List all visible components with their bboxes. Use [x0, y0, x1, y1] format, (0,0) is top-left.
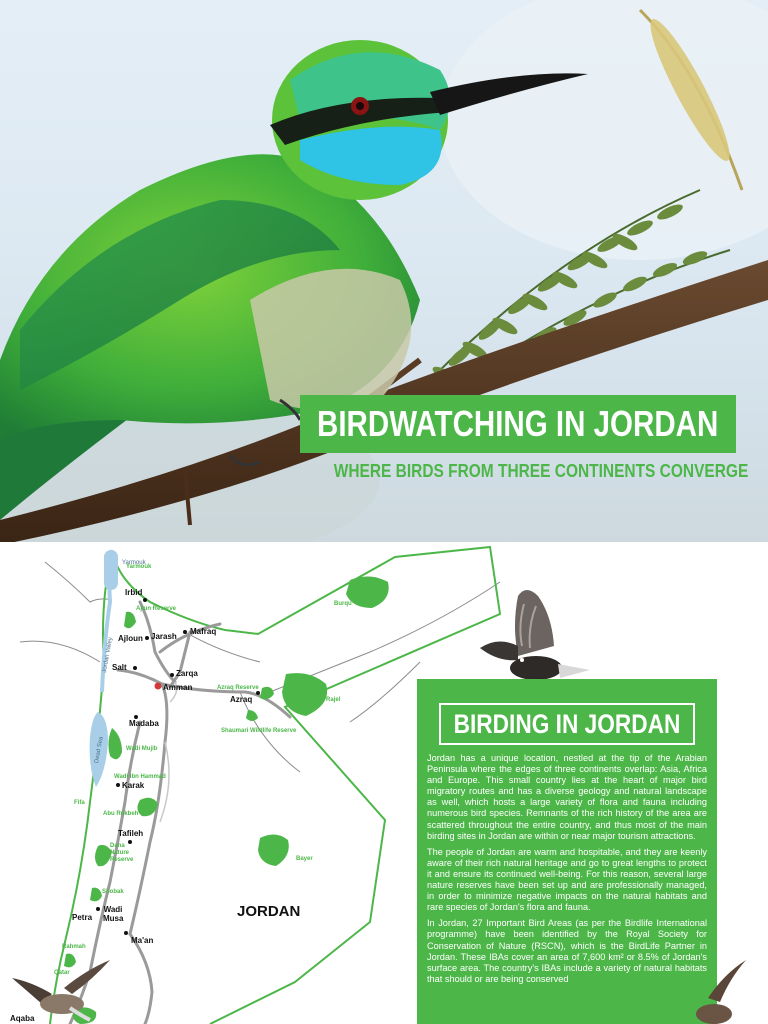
site-wadi-ibn-hammad: Wadi Ibn Hammad: [114, 774, 166, 780]
site-dana: Dana Nature Reserve: [110, 843, 134, 863]
subtitle: [300, 461, 749, 482]
site-rahmah: Rahmah: [62, 944, 86, 950]
city-madaba: Madaba: [129, 719, 159, 728]
birding-info-panel: [417, 679, 717, 1024]
city-irbid: Irbid: [125, 588, 143, 597]
country-label: JORDAN: [237, 903, 301, 920]
panel-body: [427, 753, 707, 990]
city-tafileh: Tafileh: [118, 829, 144, 838]
label-dead-sea: Dead Sea: [94, 736, 105, 764]
label-jordan-valley: Jordan Valley: [101, 636, 115, 674]
paragraph-1: Jordan has a unique location, nestled at the tip of the Arabian Peninsula where the edges of three continents overlap: Asia, Africa and Europe. This small country lies at the heart of major bird migratory routes and has a diverse geology and natural landscape as well, which hosts a large variety of flora and fauna including numerous bird species. Remnants of the rich history of the area are scattered throughout the entire country, and thus most of the main birding sites in Jordan are within or near major tourism attractions.: [427, 753, 707, 841]
site-shaumari: Shaumari Wildlife Reserve: [221, 728, 297, 734]
subtitle-text: WHERE BIRDS FROM THREE CONTINENTS CONVERGE: [333, 461, 749, 481]
site-rajel: Rajel: [326, 697, 341, 703]
city-aqaba: Aqaba: [10, 1014, 35, 1023]
bird-illustration-bottom-right: [690, 958, 750, 1024]
label-yarmouk: Yarmouk: [122, 560, 146, 566]
city-jarash: Jarash: [151, 632, 177, 641]
city-mafraq: Mafraq: [190, 627, 217, 636]
site-yarmouk: Yarmouk: [126, 564, 152, 570]
site-bayer: Bayer: [296, 856, 313, 862]
site-qatar: Qatar: [54, 970, 70, 976]
site-fifa: Fifa: [74, 800, 85, 806]
panel-heading: BIRDING IN JORDAN: [453, 708, 681, 739]
main-title: BIRDWATCHING IN JORDAN: [317, 403, 719, 444]
city-salt: Salt: [112, 663, 127, 672]
panel-heading-box: [439, 703, 695, 745]
city-azraq: Azraq: [230, 695, 253, 704]
site-wadi-mujib: Wadi Mujib: [126, 746, 158, 752]
city-wadi-musa: Wadi Musa: [103, 905, 124, 923]
site-abu-rukbeh: Abu Rukbeh: [103, 811, 139, 817]
site-burqu: Burqu: [334, 601, 352, 607]
city-karak: Karak: [122, 781, 145, 790]
city-zarqa: Zarqa: [176, 669, 198, 678]
city-ajloun: Ajloun: [118, 634, 143, 643]
title-banner: [300, 395, 736, 453]
bird-illustration-bottom-left: [12, 960, 112, 1024]
city-petra: Petra: [72, 913, 93, 922]
paragraph-3: In Jordan, 27 Important Bird Areas (as per the Birdlife International programme) have been identified by the Royal Society for Conservation of Nature (RSCN), which is the BirdLife Partner in Jordan. These IBAs cover an area of 7,600 km² or 8.5% of Jordan's surface area. The country's IBAs include a variety of natural habitats that should or are being conserved: [427, 918, 707, 984]
site-ajlun-reserve: Ajlun Reserve: [136, 606, 177, 612]
site-shobak: Shobak: [102, 889, 124, 895]
city-maan: Ma'an: [131, 936, 154, 945]
paragraph-2: The people of Jordan are warm and hospitable, and they are keenly aware of their rich natural heritage and go to great lengths to protect it and ensure its continued well-being. For this reason, several large nature reserves have been set up and are professionally managed, in order to minimize negative impacts on the natural habitats and rare species of Jordan's flora and fauna.: [427, 846, 707, 913]
city-amman: Amman: [163, 683, 193, 692]
site-azraq-reserve: Azraq Reserve: [217, 685, 259, 691]
